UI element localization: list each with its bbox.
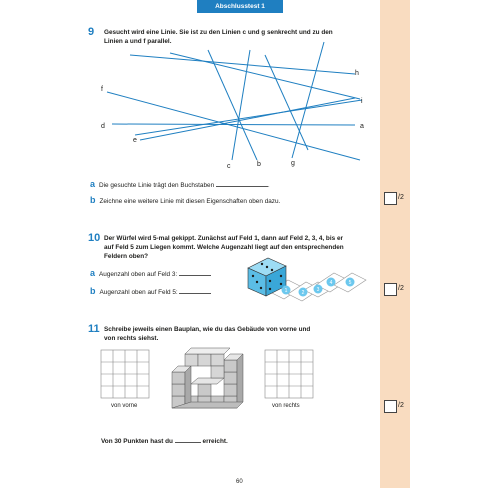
total-points-suffix: erreicht. (202, 438, 228, 445)
label-e: e (133, 137, 137, 144)
task-9-question-line-2: Linien a und f parallel. (104, 38, 172, 45)
task-9b-letter: b (90, 195, 96, 205)
field-1-label: 1 (284, 288, 288, 294)
task-10a-letter: a (90, 268, 96, 278)
task-9a-letter: a (90, 179, 96, 189)
task-10-number: 10 (88, 232, 101, 244)
task-10b-letter: b (90, 286, 96, 296)
caption-right: von rechts (272, 403, 300, 409)
task-9-number: 9 (88, 26, 95, 38)
task-10-question-line-3: Feldern oben? (104, 253, 149, 260)
task-10-score: /2 (398, 285, 404, 292)
task-10-question-line-2: auf Feld 5 zum Liegen kommt. Welche Augenzahl liegt auf den entsprechenden (104, 244, 344, 251)
field-4-label: 4 (329, 280, 333, 286)
task-9-question-line-1: Gesucht wird eine Linie. Sie ist zu den Linien c und g senkrecht und zu den (104, 29, 333, 36)
label-f: f (101, 86, 103, 93)
task-11-score: /2 (398, 402, 404, 409)
task-10a-text: Augenzahl oben auf Feld 3: (99, 271, 178, 278)
field-2-label: 2 (301, 290, 305, 296)
caption-front: von vorne (111, 403, 138, 409)
task-10b-text: Augenzahl oben auf Feld 5: (99, 289, 178, 296)
task-9b-text: Zeichne eine weitere Linie mit diesen Eigenschaften oben dazu. (99, 198, 281, 205)
label-b: b (257, 161, 261, 168)
label-g: g (291, 160, 295, 167)
task-11-question-line-1: Schreibe jeweils einen Bauplan, wie du das Gebäude von vorne und (104, 326, 311, 333)
label-i: i (361, 98, 363, 105)
task-11-score-box[interactable] (384, 400, 397, 413)
task-9-score: /2 (398, 194, 404, 201)
label-d: d (101, 123, 105, 130)
page-number: 60 (236, 479, 243, 485)
task-11-question-line-2: von rechts siehst. (104, 335, 159, 342)
header-tab: Abschlusstest 1 (197, 0, 283, 13)
task-11-number: 11 (88, 323, 100, 335)
label-c: c (227, 163, 231, 170)
task-10-question-line-1: Der Würfel wird 5-mal gekippt. Zunächst auf Feld 1, dann auf Feld 2, 3, 4, bis er (104, 235, 343, 242)
task-9a-period: . (267, 182, 270, 189)
total-points-blank[interactable] (175, 435, 201, 443)
field-3-label: 3 (316, 287, 320, 293)
task-9a-text: Die gesuchte Linie trägt den Buchstaben (99, 182, 215, 189)
field-5-label: 5 (348, 280, 352, 286)
label-h: h (355, 70, 359, 77)
label-a: a (360, 123, 364, 130)
total-points-text: Von 30 Punkten hast du (101, 438, 173, 445)
total-points-line (101, 435, 228, 445)
